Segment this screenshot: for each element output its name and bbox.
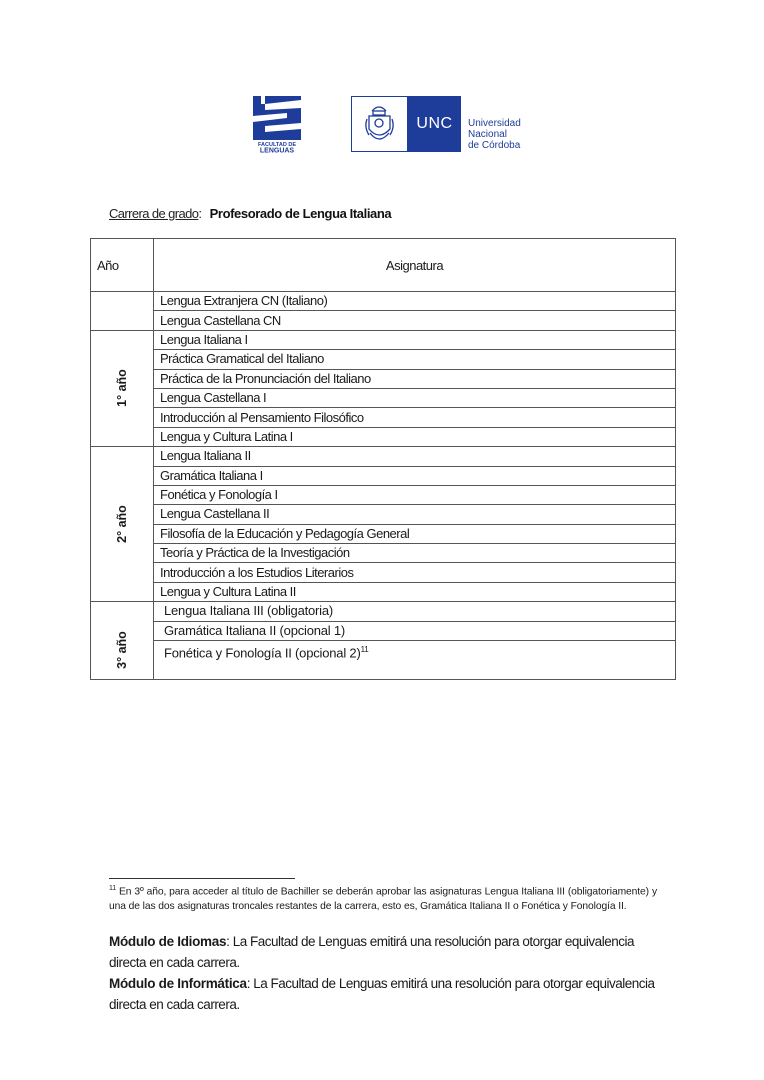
subjects-table [90,238,676,680]
subject-cell [154,505,676,524]
unc-name-line2: Nacional [468,129,507,140]
header-subject: Asignatura [154,239,676,292]
subject-cell [154,524,676,543]
footnote-text: En 3º año, para acceder al título de Bachiller se deberán aprobar las asignaturas Lengua Italiana III (obligatoriamente) y una de las dos asignaturas troncales restantes de la carrera, esto es, Gramática Italiana II o Fonética y Fonología II. [109,886,658,913]
table-row [91,427,676,446]
subject-name: Práctica Gramatical del Italiano [160,351,324,367]
subject-name: Lengua Castellana II [160,506,270,522]
subject-cell [154,292,676,311]
subject-cell [154,485,676,504]
footnote-separator [109,878,295,879]
table-row [91,582,676,601]
table-row [91,292,676,311]
module-text: La Facultad de Lenguas emitirá una resolución para otorgar equivalencia directa en cada carrera. [109,934,634,970]
facultad-logo-line1: FACULTAD DE [258,142,296,148]
table-row [91,330,676,349]
subject-name: Introducción a los Estudios Literarios [160,564,354,580]
table-row [91,505,676,524]
subject-cell [154,544,676,563]
module-text: La Facultad de Lenguas emitirá una resolución para otorgar equivalencia directa en cada carrera. [109,976,655,1012]
table-row [91,621,676,640]
subject-cell [154,466,676,485]
table-row [91,447,676,466]
table-row [91,466,676,485]
career-value: Profesorado de Lengua Italiana [209,206,392,221]
module-separator: : [246,976,250,991]
table-row [91,311,676,330]
subject-name: Fonética y Fonología I [160,487,278,503]
subject-name: Práctica de la Pronunciación del Italiano [160,370,371,386]
subject-cell [154,388,676,407]
subject-cell [154,641,676,680]
subject-cell [154,350,676,369]
year-cell [91,292,154,331]
year-label: 1° año [115,369,129,408]
subject-name: Gramática Italiana II (opcional 1) [164,622,346,638]
career-separator: : [198,206,203,221]
module-title: Módulo de Idiomas [109,934,227,949]
subject-name: Fonética y Fonología II (opcional 2) [164,645,361,661]
subject-name: Lengua y Cultura Latina II [160,584,296,600]
subject-name: Gramática Italiana I [160,467,263,483]
module-separator: : [226,934,230,949]
table-row [91,388,676,407]
subject-cell [154,311,676,330]
subject-cell [154,582,676,601]
table-row [91,350,676,369]
unc-acronym: UNC [408,96,461,152]
subject-name: Lengua Castellana CN [160,312,281,328]
footnote-ref: 11 [360,645,369,655]
subject-cell [154,447,676,466]
unc-seal-icon [352,97,407,151]
subject-cell [154,621,676,640]
subject-name: Lengua Italiana II [160,448,251,464]
year-cell [91,447,154,602]
unc-name-line3: de Córdoba [468,140,521,151]
year-cell [91,330,154,446]
subject-name: Lengua y Cultura Latina I [160,428,293,444]
subject-cell [154,330,676,349]
module-informatica [109,973,669,1015]
year-label: 3° año [115,631,129,669]
table-row [91,544,676,563]
year-label: 2° año [115,505,129,544]
table-row [91,563,676,582]
facultad-logo-line2: LENGUAS [259,147,295,153]
footnote [109,881,657,914]
year-cell [91,602,154,680]
subject-name: Teoría y Práctica de la Investigación [160,545,350,561]
table-row [91,408,676,427]
subject-cell [154,563,676,582]
subject-name: Introducción al Pensamiento Filosófico [160,409,364,425]
unc-name-line1: Universidad [468,118,521,129]
subject-name: Lengua Castellana I [160,390,267,406]
subject-cell [154,408,676,427]
unc-seal-box [351,96,408,152]
table-header-row [91,239,676,292]
module-title: Módulo de Informática [109,976,247,991]
header-year: Año [91,239,154,292]
facultad-de-lenguas-logo [253,96,301,153]
subject-name: Lengua Italiana I [160,331,248,347]
module-idiomas [109,931,669,973]
table-row [91,369,676,388]
subject-name: Lengua Italiana III (obligatoria) [164,603,334,619]
career-line [109,206,391,221]
table-row [91,485,676,504]
subject-cell [154,427,676,446]
unc-logo [351,96,461,152]
table-body [91,292,676,680]
subject-name: Lengua Extranjera CN (Italiano) [160,293,328,309]
table-row [91,602,676,621]
table-row [91,524,676,543]
subject-name: Filosofía de la Educación y Pedagogía General [160,525,410,541]
subject-cell [154,602,676,621]
footnote-number: 11 [109,885,117,892]
unc-name [468,118,521,151]
subject-cell [154,369,676,388]
career-label: Carrera de grado [109,206,199,221]
